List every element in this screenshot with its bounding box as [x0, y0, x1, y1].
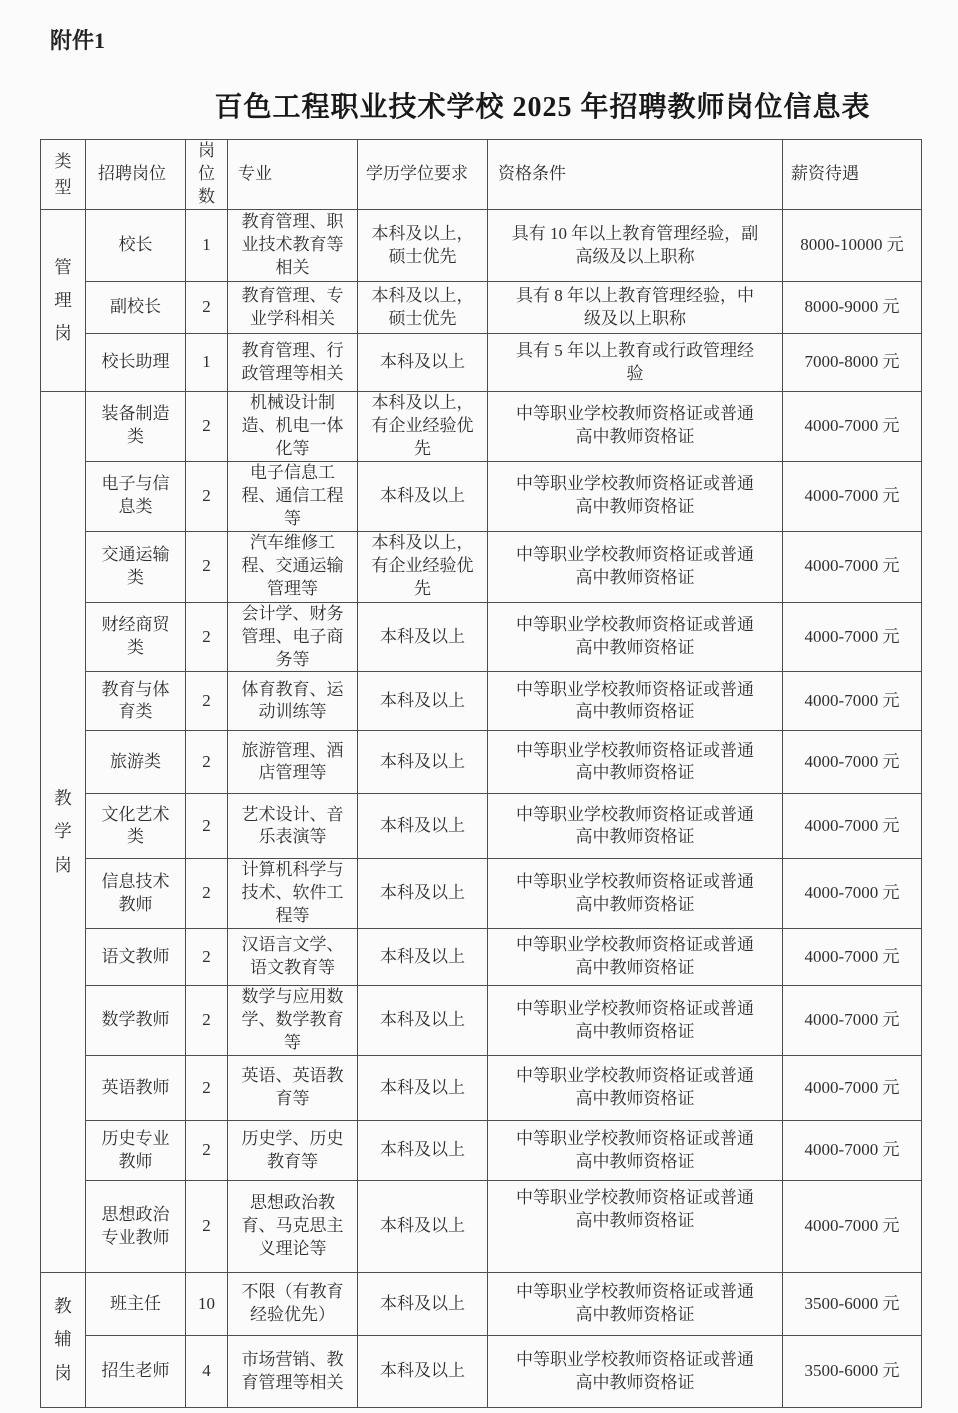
cell-count: 2	[186, 794, 228, 859]
cell-salary: 4000-7000 元	[783, 531, 922, 602]
cell-education: 本科及以上，有企业经验优先	[358, 392, 488, 462]
table-row	[41, 731, 922, 794]
cell-salary: 4000-7000 元	[783, 1056, 922, 1121]
table-row	[41, 1273, 922, 1336]
cell-count: 2	[186, 282, 228, 334]
cell-qualification: 中等职业学校教师资格证或普通高中教师资格证	[488, 1121, 783, 1181]
header-salary: 薪资待遇	[783, 140, 922, 210]
cell-count: 2	[186, 531, 228, 602]
cell-education: 本科及以上	[358, 461, 488, 531]
cell-major: 计算机科学与技术、软件工程等	[228, 859, 358, 929]
table-row	[41, 602, 922, 672]
header-education: 学历学位要求	[358, 140, 488, 210]
page-title: 百色工程职业技术学校 2025 年招聘教师岗位信息表	[214, 92, 871, 123]
cell-salary: 4000-7000 元	[783, 986, 922, 1056]
cell-salary: 4000-7000 元	[783, 392, 922, 462]
cell-count: 2	[186, 859, 228, 929]
cell-qualification: 中等职业学校教师资格证或普通高中教师资格证	[488, 1056, 783, 1121]
table-header	[41, 140, 922, 210]
cell-position: 语文教师	[86, 929, 186, 986]
cell-qualification: 中等职业学校教师资格证或普通高中教师资格证	[488, 1181, 783, 1273]
cell-qualification: 中等职业学校教师资格证或普通高中教师资格证	[488, 602, 783, 672]
cell-position: 班主任	[86, 1273, 186, 1336]
table-row	[41, 392, 922, 462]
cell-salary: 4000-7000 元	[783, 1181, 922, 1273]
cell-qualification: 中等职业学校教师资格证或普通高中教师资格证	[488, 531, 783, 602]
cell-major: 汉语言文学、语文教育等	[228, 929, 358, 986]
cell-count: 2	[186, 986, 228, 1056]
cell-education: 本科及以上，硕士优先	[358, 210, 488, 282]
cell-salary: 3500-6000 元	[783, 1273, 922, 1336]
cell-count: 2	[186, 929, 228, 986]
header-count: 岗位数	[186, 140, 228, 210]
cell-qualification: 具有 8 年以上教育管理经验，中级及以上职称	[488, 282, 783, 334]
cell-count: 2	[186, 1121, 228, 1181]
cell-qualification: 具有 5 年以上教育或行政管理经验	[488, 334, 783, 392]
cell-qualification: 中等职业学校教师资格证或普通高中教师资格证	[488, 672, 783, 731]
cell-major: 英语、英语教育等	[228, 1056, 358, 1121]
cell-count: 2	[186, 672, 228, 731]
cell-position: 交通运输类	[86, 531, 186, 602]
cell-major: 历史学、历史教育等	[228, 1121, 358, 1181]
cell-qualification: 中等职业学校教师资格证或普通高中教师资格证	[488, 1273, 783, 1336]
cell-count: 2	[186, 1056, 228, 1121]
cell-education: 本科及以上，硕士优先	[358, 282, 488, 334]
cell-salary: 4000-7000 元	[783, 859, 922, 929]
cell-qualification: 中等职业学校教师资格证或普通高中教师资格证	[488, 731, 783, 794]
cell-education: 本科及以上	[358, 794, 488, 859]
cell-salary: 4000-7000 元	[783, 794, 922, 859]
cell-count: 2	[186, 461, 228, 531]
cell-education: 本科及以上，有企业经验优先	[358, 531, 488, 602]
cell-position: 财经商贸类	[86, 602, 186, 672]
cell-count: 2	[186, 392, 228, 462]
cell-count: 4	[186, 1336, 228, 1408]
cell-salary: 4000-7000 元	[783, 461, 922, 531]
cell-count: 2	[186, 1181, 228, 1273]
table-row	[41, 210, 922, 282]
cell-salary: 4000-7000 元	[783, 1121, 922, 1181]
table-row	[41, 859, 922, 929]
job-table	[40, 139, 922, 1408]
cell-education: 本科及以上	[358, 859, 488, 929]
category-support: 教辅岗	[41, 1273, 86, 1408]
header-major: 专业	[228, 140, 358, 210]
cell-major: 教育管理、职业技术教育等相关	[228, 210, 358, 282]
cell-education: 本科及以上	[358, 731, 488, 794]
cell-position: 英语教师	[86, 1056, 186, 1121]
attachment-label: 附件1	[50, 28, 106, 53]
table-row	[41, 672, 922, 731]
cell-count: 1	[186, 210, 228, 282]
header-type: 类型	[41, 140, 86, 210]
cell-salary: 4000-7000 元	[783, 929, 922, 986]
table-row	[41, 334, 922, 392]
cell-education: 本科及以上	[358, 1181, 488, 1273]
table-row	[41, 282, 922, 334]
table-row	[41, 986, 922, 1056]
cell-position: 副校长	[86, 282, 186, 334]
category-teaching: 教学岗	[41, 392, 86, 1273]
cell-major: 体育教育、运动训练等	[228, 672, 358, 731]
cell-salary: 4000-7000 元	[783, 672, 922, 731]
cell-education: 本科及以上	[358, 986, 488, 1056]
cell-count: 10	[186, 1273, 228, 1336]
cell-major: 教育管理、专业学科相关	[228, 282, 358, 334]
table-row	[41, 794, 922, 859]
cell-qualification: 中等职业学校教师资格证或普通高中教师资格证	[488, 794, 783, 859]
cell-salary: 3500-6000 元	[783, 1336, 922, 1408]
cell-salary: 7000-8000 元	[783, 334, 922, 392]
cell-education: 本科及以上	[358, 672, 488, 731]
cell-major: 不限（有教育经验优先）	[228, 1273, 358, 1336]
table-row	[41, 1056, 922, 1121]
table-row	[41, 929, 922, 986]
cell-position: 装备制造类	[86, 392, 186, 462]
cell-position: 历史专业教师	[86, 1121, 186, 1181]
table-row	[41, 531, 922, 602]
cell-education: 本科及以上	[358, 1273, 488, 1336]
cell-major: 市场营销、教育管理等相关	[228, 1336, 358, 1408]
cell-salary: 4000-7000 元	[783, 602, 922, 672]
cell-qualification: 具有 10 年以上教育管理经验，副高级及以上职称	[488, 210, 783, 282]
cell-count: 1	[186, 334, 228, 392]
header-row	[41, 140, 922, 210]
cell-qualification: 中等职业学校教师资格证或普通高中教师资格证	[488, 929, 783, 986]
cell-major: 会计学、财务管理、电子商务等	[228, 602, 358, 672]
cell-salary: 8000-9000 元	[783, 282, 922, 334]
cell-qualification: 中等职业学校教师资格证或普通高中教师资格证	[488, 392, 783, 462]
cell-education: 本科及以上	[358, 334, 488, 392]
cell-education: 本科及以上	[358, 929, 488, 986]
cell-education: 本科及以上	[358, 1121, 488, 1181]
table-body	[41, 210, 922, 1408]
cell-count: 2	[186, 602, 228, 672]
cell-position: 招生老师	[86, 1336, 186, 1408]
table-row	[41, 1121, 922, 1181]
cell-position: 校长助理	[86, 334, 186, 392]
cell-major: 艺术设计、音乐表演等	[228, 794, 358, 859]
cell-major: 汽车维修工程、交通运输管理等	[228, 531, 358, 602]
cell-position: 校长	[86, 210, 186, 282]
cell-major: 教育管理、行政管理等相关	[228, 334, 358, 392]
table-row	[41, 1181, 922, 1273]
cell-position: 数学教师	[86, 986, 186, 1056]
cell-major: 旅游管理、酒店管理等	[228, 731, 358, 794]
cell-position: 信息技术教师	[86, 859, 186, 929]
cell-position: 教育与体育类	[86, 672, 186, 731]
cell-major: 数学与应用数学、数学教育等	[228, 986, 358, 1056]
cell-salary: 4000-7000 元	[783, 731, 922, 794]
cell-major: 机械设计制造、机电一体化等	[228, 392, 358, 462]
cell-qualification: 中等职业学校教师资格证或普通高中教师资格证	[488, 461, 783, 531]
cell-qualification: 中等职业学校教师资格证或普通高中教师资格证	[488, 986, 783, 1056]
cell-position: 旅游类	[86, 731, 186, 794]
table-row	[41, 1336, 922, 1408]
cell-education: 本科及以上	[358, 602, 488, 672]
cell-major: 思想政治教育、马克思主义理论等	[228, 1181, 358, 1273]
cell-position: 文化艺术类	[86, 794, 186, 859]
cell-count: 2	[186, 731, 228, 794]
cell-qualification: 中等职业学校教师资格证或普通高中教师资格证	[488, 859, 783, 929]
header-qualification: 资格条件	[488, 140, 783, 210]
cell-qualification: 中等职业学校教师资格证或普通高中教师资格证	[488, 1336, 783, 1408]
cell-salary: 8000-10000 元	[783, 210, 922, 282]
cell-position: 电子与信息类	[86, 461, 186, 531]
cell-position: 思想政治专业教师	[86, 1181, 186, 1273]
category-management: 管理岗	[41, 210, 86, 392]
cell-major: 电子信息工程、通信工程等	[228, 461, 358, 531]
cell-education: 本科及以上	[358, 1336, 488, 1408]
table-row	[41, 461, 922, 531]
header-position: 招聘岗位	[86, 140, 186, 210]
cell-education: 本科及以上	[358, 1056, 488, 1121]
